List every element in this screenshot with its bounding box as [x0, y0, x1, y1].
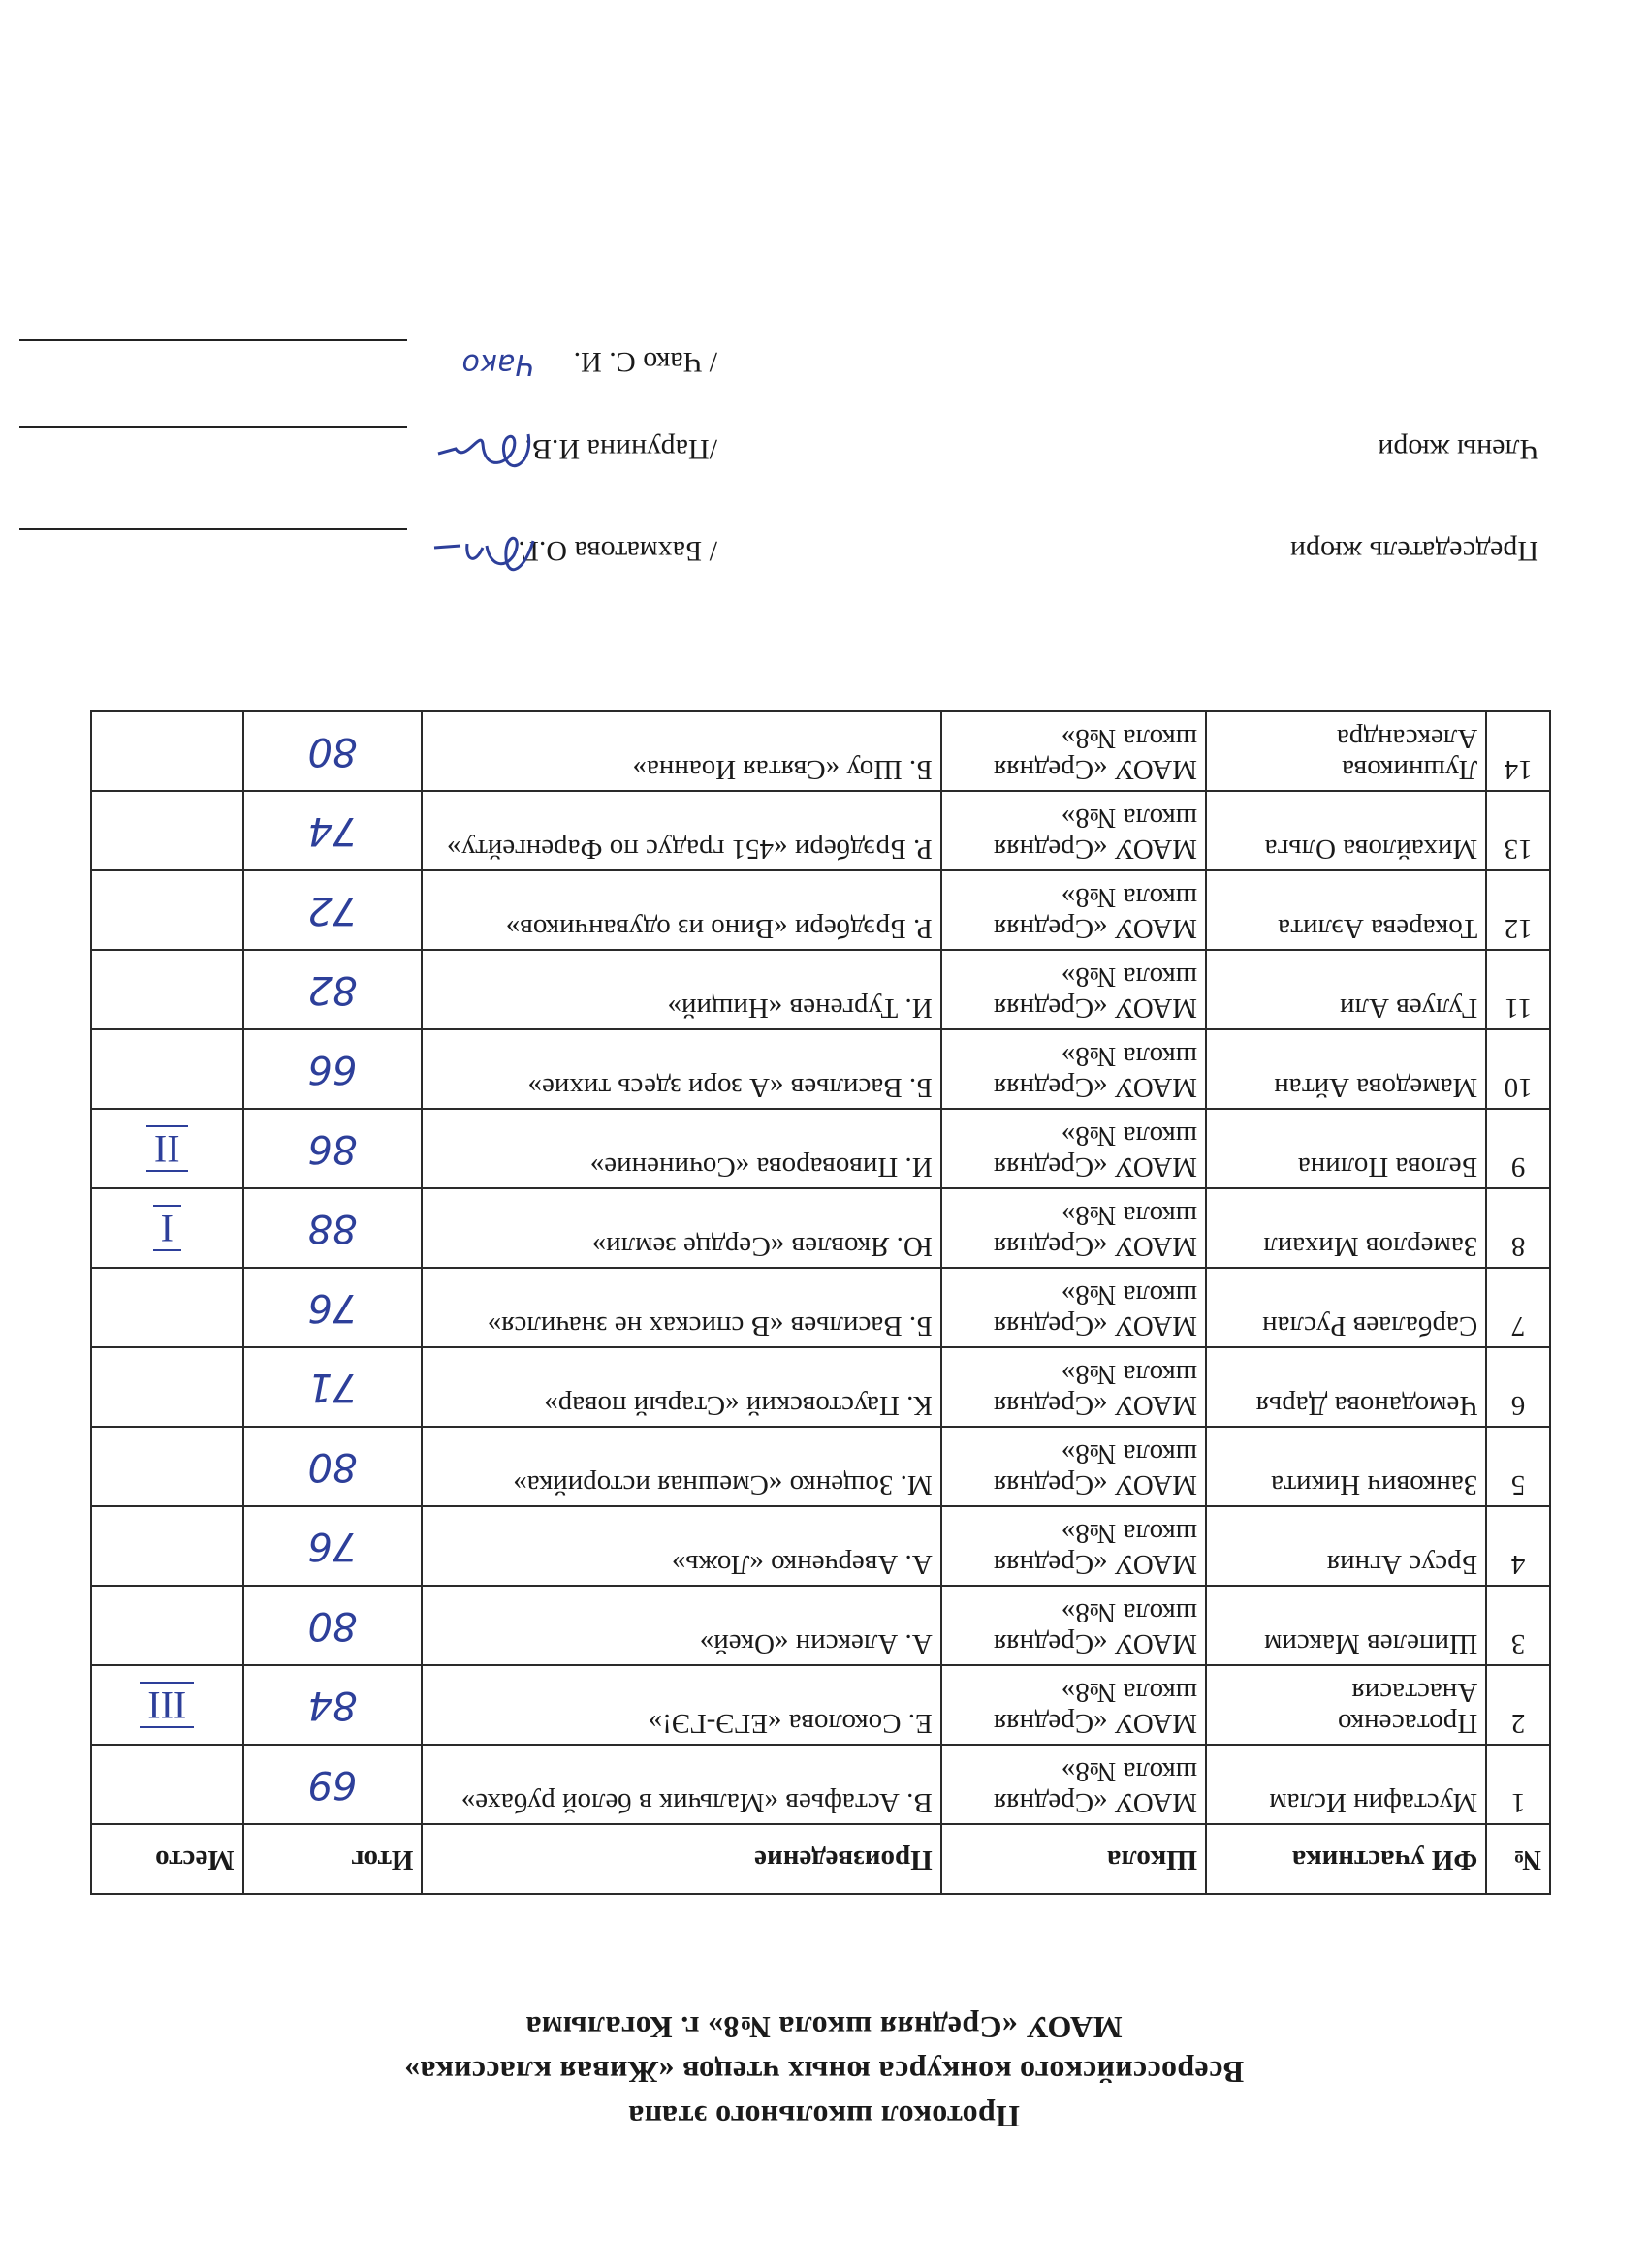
work-title: Р. Брэдбери «451 градус по Фаренгейту»: [422, 791, 940, 870]
participant-name: Шипелев Максим: [1206, 1586, 1486, 1665]
column-header-score: Итог: [243, 1824, 423, 1894]
school-name: МАОУ «Средняя школа №8»: [941, 1188, 1206, 1268]
score-value: 71: [243, 1347, 423, 1427]
work-title: Е. Соколова «ЕГЭ-ГЭ!»: [422, 1665, 940, 1745]
member1-signature-scribble: [427, 421, 543, 483]
place-value: [91, 1188, 243, 1268]
member1-name: /Парунина И.В.: [524, 433, 717, 465]
work-title: М. Зощенко «Смешная историйка»: [422, 1427, 940, 1506]
member2-signature: [427, 333, 543, 395]
score-value: 80: [243, 711, 423, 791]
column-header-number: №: [1486, 1824, 1550, 1894]
school-name: МАОУ «Средняя школа №8»: [941, 1586, 1206, 1665]
table-row: [91, 1586, 1550, 1665]
work-title: Б. Шоу «Святая Иоанна»: [422, 711, 940, 791]
score-value: 82: [243, 950, 423, 1029]
participant-name: Михайлова Ольга: [1206, 791, 1486, 870]
school-name: МАОУ «Средняя школа №8»: [941, 1665, 1206, 1745]
place-value: [91, 870, 243, 950]
score-value: 76: [243, 1506, 423, 1586]
school-name: МАОУ «Средняя школа №8»: [941, 1745, 1206, 1824]
place-value: [91, 1109, 243, 1188]
member2-name: / Чако С. И.: [573, 346, 717, 378]
chair-name: / Бахматова О.Г.: [518, 535, 717, 567]
work-title: И. Пивоварова «Сочинение»: [422, 1109, 940, 1188]
row-number: 12: [1486, 870, 1550, 950]
members-role-label: Члены жюри: [1378, 433, 1538, 465]
table-row: [91, 950, 1550, 1029]
score-value: 72: [243, 870, 423, 950]
participant-name: Лушникова Александра: [1206, 711, 1486, 791]
participant-name: Мустафин Ислам: [1206, 1745, 1486, 1824]
school-name: МАОУ «Средняя школа №8»: [941, 870, 1206, 950]
place-mark: III: [140, 1682, 194, 1728]
table-row: [91, 1665, 1550, 1745]
participant-name: Протасенко Анастасия: [1206, 1665, 1486, 1745]
school-name: МАОУ «Средняя школа №8»: [941, 1427, 1206, 1506]
place-value: [91, 711, 243, 791]
school-name: МАОУ «Средняя школа №8»: [941, 1029, 1206, 1109]
participant-name: Гулуев Али: [1206, 950, 1486, 1029]
score-value: 84: [243, 1665, 423, 1745]
work-title: Ю. Яковлев «Сердце земли»: [422, 1188, 940, 1268]
school-name: МАОУ «Средняя школа №8»: [941, 791, 1206, 870]
participant-name: Брсус Агния: [1206, 1506, 1486, 1586]
place-value: [91, 1268, 243, 1347]
row-number: 3: [1486, 1586, 1550, 1665]
participant-name: Занкович Никита: [1206, 1427, 1486, 1506]
table-row: [91, 1109, 1550, 1188]
row-number: 13: [1486, 791, 1550, 870]
place-value: [91, 1586, 243, 1665]
school-title: МАОУ «Средняя школа №8» г. Когалыма: [525, 2010, 1123, 2045]
work-title: И. Тургенев «Нищий»: [422, 950, 940, 1029]
score-value: 80: [243, 1586, 423, 1665]
chair-signature-line: [19, 528, 407, 567]
place-value: [91, 1745, 243, 1824]
row-number: 2: [1486, 1665, 1550, 1745]
member2-signature-text: Чако: [461, 347, 535, 381]
place-mark: II: [146, 1125, 188, 1172]
work-title: А. Аверченко «Ложь»: [422, 1506, 940, 1586]
chair-role-label: Председатель жюри: [1289, 535, 1538, 567]
row-number: 10: [1486, 1029, 1550, 1109]
score-value: 88: [243, 1188, 423, 1268]
member2-signature-row: [0, 320, 1648, 381]
score-value: 66: [243, 1029, 423, 1109]
table-row: [91, 1506, 1550, 1586]
school-name: МАОУ «Средняя школа №8»: [941, 711, 1206, 791]
row-number: 4: [1486, 1506, 1550, 1586]
place-value: [91, 1347, 243, 1427]
participant-name: Чемоданова Дарья: [1206, 1347, 1486, 1427]
column-header-school: Школа: [941, 1824, 1206, 1894]
score-value: 80: [243, 1427, 423, 1506]
school-name: МАОУ «Средняя школа №8»: [941, 1347, 1206, 1427]
school-name: МАОУ «Средняя школа №8»: [941, 1109, 1206, 1188]
table-header-row: [91, 1824, 1550, 1894]
score-value: 74: [243, 791, 423, 870]
place-mark: I: [153, 1205, 181, 1251]
column-header-place: Место: [91, 1824, 243, 1894]
chair-signature-scribble: [427, 522, 543, 584]
score-value: 76: [243, 1268, 423, 1347]
member2-signature-line: [19, 339, 407, 378]
work-title: В. Астафьев «Мальчик в белой рубахе»: [422, 1745, 940, 1824]
work-title: А. Алексин «Окей»: [422, 1586, 940, 1665]
table-row: [91, 1029, 1550, 1109]
work-title: Б. Васильев «В списках не значился»: [422, 1268, 940, 1347]
row-number: 1: [1486, 1745, 1550, 1824]
row-number: 9: [1486, 1109, 1550, 1188]
row-number: 7: [1486, 1268, 1550, 1347]
table-row: [91, 1745, 1550, 1824]
work-title: Р. Брэдбери «Вино из одуванчиков»: [422, 870, 940, 950]
place-value: [91, 1029, 243, 1109]
protocol-title: Протокол школьного этапа: [628, 2099, 1020, 2134]
place-value: [91, 1506, 243, 1586]
participant-name: Токарева Аэлита: [1206, 870, 1486, 950]
column-header-work: Произведение: [422, 1824, 940, 1894]
work-title: К. Паустовский «Старый повар»: [422, 1347, 940, 1427]
member1-signature-row: [0, 407, 1648, 465]
place-value: [91, 950, 243, 1029]
row-number: 14: [1486, 711, 1550, 791]
table-row: [91, 1347, 1550, 1427]
row-number: 11: [1486, 950, 1550, 1029]
table-row: [91, 870, 1550, 950]
score-value: 69: [243, 1745, 423, 1824]
place-value: [91, 1427, 243, 1506]
work-title: Б. Васильев «А зори здесь тихие»: [422, 1029, 940, 1109]
chair-signature-row: [0, 509, 1648, 567]
place-value: [91, 791, 243, 870]
school-name: МАОУ «Средняя школа №8»: [941, 950, 1206, 1029]
table-row: [91, 791, 1550, 870]
participant-name: Замерлов Михаил: [1206, 1188, 1486, 1268]
participant-name: Мамедова Айтан: [1206, 1029, 1486, 1109]
row-number: 5: [1486, 1427, 1550, 1506]
school-name: МАОУ «Средняя школа №8»: [941, 1268, 1206, 1347]
row-number: 6: [1486, 1347, 1550, 1427]
row-number: 8: [1486, 1188, 1550, 1268]
school-name: МАОУ «Средняя школа №8»: [941, 1506, 1206, 1586]
column-header-participant: ФИ участника: [1206, 1824, 1486, 1894]
table-row: [91, 711, 1550, 791]
participant-name: Сарбалаев Руслан: [1206, 1268, 1486, 1347]
competition-title: Всероссийского конкурса юных чтецов «Живая классика»: [403, 2055, 1245, 2090]
table-row: [91, 1268, 1550, 1347]
member1-signature-line: [19, 426, 407, 465]
table-row: [91, 1427, 1550, 1506]
table-row: [91, 1188, 1550, 1268]
results-table: [90, 710, 1551, 1895]
score-value: 86: [243, 1109, 423, 1188]
place-value: [91, 1665, 243, 1745]
participant-name: Белова Полина: [1206, 1109, 1486, 1188]
